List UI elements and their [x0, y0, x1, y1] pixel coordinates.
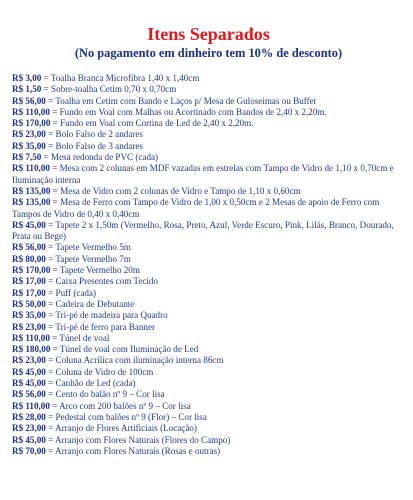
price-separator: = — [45, 423, 56, 434]
item-description: Tapete 2 x 1,50m (Vermelho, Rosa, Preto, Azul, Verde Escuro, Pink, Lilás, Branco, Dourado, Prata ou Bege) — [12, 219, 394, 242]
item-description: Mesa de Vidro com 2 colunas de Vidro e Tampo de 1,10 x 0,60cm — [60, 185, 301, 196]
item-description: Arco com 200 balões nº 9 – Cor lisa — [59, 400, 191, 411]
item-list — [12, 73, 405, 457]
list-item — [12, 288, 405, 299]
price-separator: = — [45, 445, 56, 456]
price-separator: = — [49, 400, 60, 411]
item-description: Toalha Branca Microfibra 1,40 x 1,40cm — [50, 73, 200, 83]
price-separator: = — [45, 129, 56, 140]
list-item — [12, 242, 405, 253]
list-item — [12, 367, 405, 378]
list-item — [12, 412, 405, 423]
price-separator: = — [45, 95, 56, 106]
item-price: R$ 28,00 — [12, 411, 46, 422]
item-price: R$ 23,00 — [12, 129, 46, 140]
price-separator: = — [45, 253, 56, 264]
list-item — [12, 299, 405, 310]
price-separator: = — [45, 434, 56, 445]
item-price: R$ 180,00 — [12, 344, 51, 355]
item-price: R$ 70,00 — [12, 445, 46, 456]
item-price: R$ 35,00 — [12, 310, 46, 321]
item-description: Fundo em Voal com Cortina de Led de 2,40 x 2,20m. — [60, 118, 254, 129]
page-title: Itens Separados — [147, 24, 270, 44]
price-separator: = — [45, 321, 56, 332]
list-item — [12, 73, 405, 84]
item-price: R$ 17,00 — [12, 276, 46, 287]
price-separator: = — [50, 265, 60, 276]
item-description: Mesa redonda de PVC (cada) — [51, 152, 159, 163]
item-price: R$ 45,00 — [12, 378, 46, 389]
list-item — [12, 186, 405, 197]
price-separator: = — [45, 310, 56, 321]
list-item — [12, 220, 405, 243]
item-price: R$ 56,00 — [12, 389, 46, 400]
item-price: R$ 50,00 — [12, 298, 46, 309]
price-separator: = — [50, 185, 61, 196]
item-description: Puff (cada) — [55, 287, 97, 298]
list-item — [12, 265, 405, 276]
item-description: Bolo Falso de 3 andares — [55, 140, 143, 151]
item-price: R$ 45,00 — [12, 366, 46, 377]
price-separator: = — [45, 276, 56, 287]
list-item — [12, 378, 405, 389]
item-price: R$ 56,00 — [12, 242, 46, 253]
price-separator: = — [49, 332, 60, 343]
item-price: R$ 135,00 — [12, 197, 51, 208]
item-description: Sobre-toalha Cetim 0,70 x 0,70cm — [51, 84, 177, 95]
item-description: Caixa Presentes com Tecido — [55, 276, 159, 287]
list-item — [12, 254, 405, 265]
list-item — [12, 163, 405, 186]
price-separator: = — [49, 163, 60, 174]
price-separator: = — [45, 219, 56, 230]
item-description: Pedestal com balões nº 9 (Flor) – Cor lisa — [55, 411, 207, 422]
item-price: R$ 56,00 — [12, 95, 46, 106]
price-separator: = — [45, 355, 56, 366]
price-separator: = — [45, 287, 56, 298]
list-item — [12, 435, 405, 446]
item-description: Fundo em Voal com Malhas ou Acortinado com Bandos de 2,40 x 2,20m. — [59, 106, 327, 117]
list-item — [12, 129, 405, 140]
item-price: R$ 7,50 — [12, 152, 42, 163]
price-separator: = — [41, 152, 51, 163]
price-separator: = — [50, 197, 61, 208]
price-separator: = — [50, 118, 61, 129]
item-description: Tri-pé de madeira para Quadro — [55, 310, 168, 321]
list-item — [12, 322, 405, 333]
price-separator: = — [50, 344, 60, 355]
price-separator: = — [45, 378, 56, 389]
list-item — [12, 423, 405, 434]
item-description: Arranjo com Flores Naturais (Rosas e outras) — [55, 445, 221, 456]
item-description: Coluna de Vidro de 100cm — [55, 366, 154, 377]
list-item — [12, 344, 405, 355]
item-price: R$ 135,00 — [12, 185, 51, 196]
price-separator: = — [45, 242, 56, 253]
item-description: Mesa de Ferro com Tampo de Vidro de 1,00 x 0,50cm e 2 Mesas de apoio de Ferro com Tampos de Vidro de 0,40 x 0,40cm — [12, 197, 380, 219]
price-separator: = — [45, 411, 56, 422]
list-item — [12, 141, 405, 152]
price-separator: = — [45, 389, 56, 400]
item-description: Cadeira de Debutante — [55, 298, 135, 309]
item-description: Tapete Vermelho 5m — [55, 242, 131, 253]
item-description: Túnel de voal — [59, 332, 110, 343]
list-item — [12, 333, 405, 344]
list-item — [12, 84, 405, 95]
item-price: R$ 170,00 — [12, 118, 51, 129]
item-price: R$ 35,00 — [12, 140, 46, 151]
item-description: Bolo Falso de 2 andares — [55, 129, 143, 140]
item-price: R$ 80,00 — [12, 253, 46, 264]
list-item — [12, 446, 405, 457]
list-item — [12, 276, 405, 287]
item-price: R$ 3,00 — [12, 73, 42, 83]
discount-note: (No pagamento em dinheiro tem 10% de desconto) — [74, 46, 343, 60]
item-description: Tri-pé de ferro para Banner — [55, 321, 156, 332]
item-description: Arranjo de Flores Artificiais (Locação) — [55, 423, 197, 434]
list-item — [12, 96, 405, 107]
item-description: Coluna Acrílica com iluminação interna 86cm — [55, 355, 224, 366]
item-price: R$ 110,00 — [12, 106, 50, 117]
item-price: R$ 1,50 — [12, 84, 42, 95]
list-item — [12, 118, 405, 129]
item-price: R$ 45,00 — [12, 219, 46, 230]
item-price: R$ 23,00 — [12, 355, 46, 366]
price-separator: = — [41, 73, 51, 83]
item-price: R$ 110,00 — [12, 400, 50, 411]
list-item — [12, 197, 405, 220]
item-description: Tapete Vermelho 20m — [59, 265, 140, 276]
item-price: R$ 110,00 — [12, 163, 50, 174]
item-price: R$ 17,00 — [12, 287, 46, 298]
price-separator: = — [45, 140, 56, 151]
item-description: Mesa com 2 colunas em MDF vazadas em estrelas com Tampo de Vidro de 1,10 x 0,70cm e Iluminação interna — [12, 163, 394, 185]
price-separator: = — [45, 298, 56, 309]
list-item — [12, 152, 405, 163]
item-price: R$ 23,00 — [12, 321, 46, 332]
item-description: Túnel de voal com Iluminação de Led — [59, 344, 199, 355]
item-price: R$ 45,00 — [12, 434, 46, 445]
item-description: Canhão de Led (cada) — [55, 378, 136, 389]
item-price: R$ 110,00 — [12, 332, 50, 343]
price-separator: = — [49, 106, 60, 117]
list-item — [12, 107, 405, 118]
item-description: Tapete Vermelho 7m — [55, 253, 131, 264]
item-price: R$ 170,00 — [12, 265, 51, 276]
item-description: Toalha em Cetim com Bando e Laços p/ Mesa de Guloseimas ou Buffet — [55, 95, 317, 106]
list-item — [12, 310, 405, 321]
price-separator: = — [41, 84, 51, 95]
item-price: R$ 23,00 — [12, 423, 46, 434]
item-description: Arranjo com Flores Naturais (Flores do Campo) — [55, 434, 231, 445]
list-item — [12, 389, 405, 400]
list-item — [12, 355, 405, 366]
price-separator: = — [45, 366, 56, 377]
item-description: Cento do balão nº 9 – Cor lisa — [55, 389, 165, 400]
list-item — [12, 401, 405, 412]
